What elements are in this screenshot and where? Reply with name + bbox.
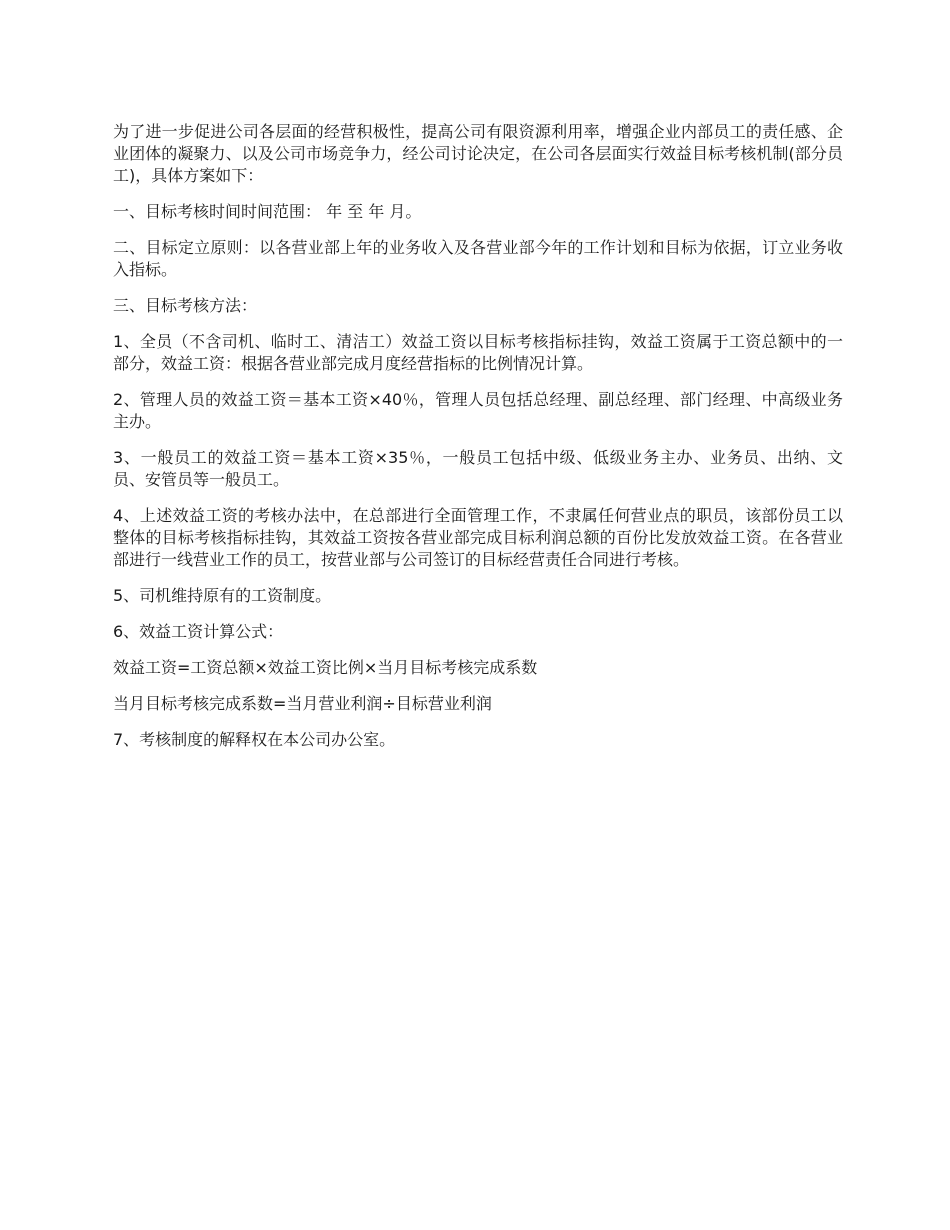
item-6-formula-heading: 6、效益工资计算公式： — [113, 622, 284, 641]
intro-paragraph: 为了进一步促进公司各层面的经营积极性，提高公司有限资源利用率，增强企业内部员工的责任感、企业团体的凝聚力、以及公司市场竞争力，经公司讨论决定，在公司各层面实行效益目标考核机制(部分员工)，具体方案如下： — [113, 122, 843, 185]
section-1-time-range: 一、目标考核时间时间范围： 年 至 年 月。 — [113, 202, 422, 221]
item-3-general-staff: 3、一般员工的效益工资＝基本工资×35％，一般员工包括中级、低级业务主办、业务员、出纳、文员、安管员等一般员工。 — [113, 448, 843, 489]
formula-bonus: 效益工资=工资总额×效益工资比例×当月目标考核完成系数 — [113, 658, 538, 677]
item-1-all-staff: 1、全员（不含司机、临时工、清洁工）效益工资以目标考核指标挂钩，效益工资属于工资总额中的一部分，效益工资：根据各营业部完成月度经营指标的比例情况计算。 — [113, 332, 843, 373]
item-5-drivers: 5、司机维持原有的工资制度。 — [113, 586, 332, 605]
section-2-principle: 二、目标定立原则：以各营业部上年的业务收入及各营业部今年的工作计划和目标为依据，订立业务收入指标。 — [113, 238, 843, 279]
section-3-heading: 三、目标考核方法： — [113, 296, 258, 315]
formula-coefficient: 当月目标考核完成系数=当月营业利润÷目标营业利润 — [113, 694, 492, 713]
item-2-managers: 2、管理人员的效益工资＝基本工资×40％，管理人员包括总经理、副总经理、部门经理、中高级业务主办。 — [113, 390, 843, 431]
item-7-interpretation: 7、考核制度的解释权在本公司办公室。 — [113, 730, 396, 749]
item-4-headquarters: 4、上述效益工资的考核办法中，在总部进行全面管理工作，不隶属任何营业点的职员，该部份员工以整体的目标考核指标挂钩，其效益工资按各营业部完成目标利润总额的百份比发放效益工资。在各营业部进行一线营业工作的员工，按营业部与公司签订的目标经营责任合同进行考核。 — [113, 506, 843, 569]
document-body — [113, 121, 843, 765]
